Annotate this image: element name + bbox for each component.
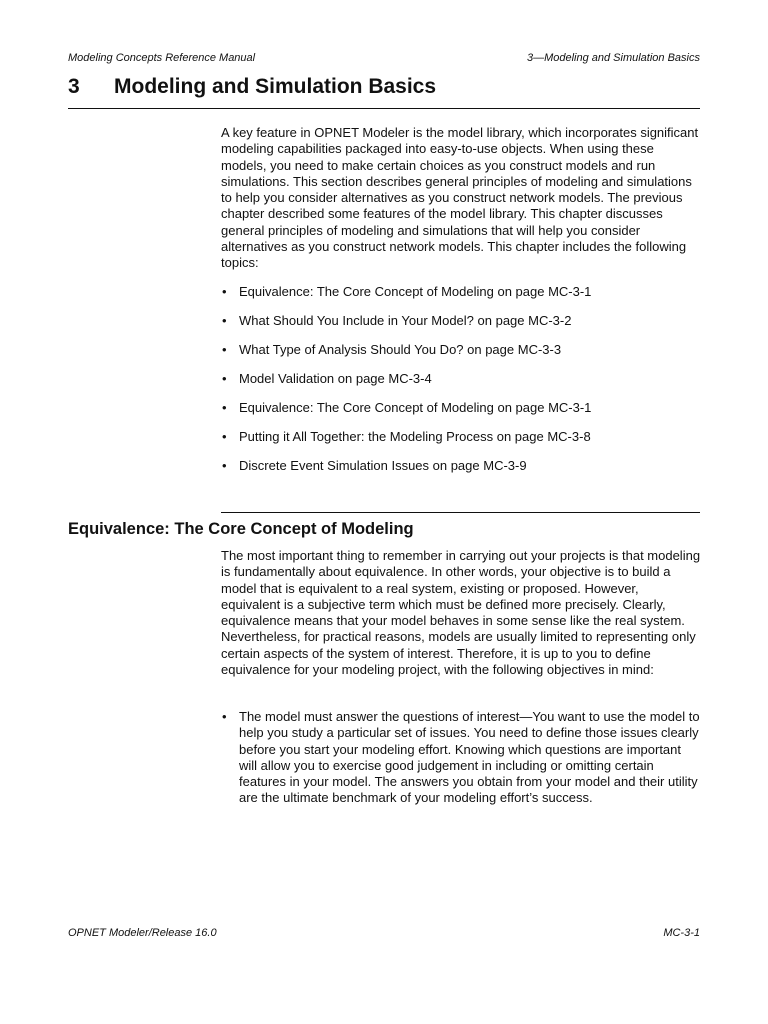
topic-item[interactable] [221,400,701,429]
page-number: MC-3-1 [663,927,700,939]
section-heading: Equivalence: The Core Concept of Modeling [68,520,414,538]
topic-item-label: Putting it All Together: the Modeling Process on page MC-3-8 [239,429,591,444]
bullet-icon: • [222,458,227,473]
running-footer [68,927,700,943]
topic-item[interactable] [221,458,701,487]
topic-item-label: Equivalence: The Core Concept of Modeling on page MC-3-1 [239,284,592,299]
topic-item-label: Discrete Event Simulation Issues on page MC-3-9 [239,458,527,473]
chapter-title-text: Modeling and Simulation Basics [114,75,437,98]
bullet-icon: • [222,400,227,415]
topic-item[interactable] [221,284,701,313]
topic-item-label: Equivalence: The Core Concept of Modeling on page MC-3-1 [239,400,592,415]
topic-item-label: Model Validation on page MC-3-4 [239,371,432,386]
topic-item-label: What Should You Include in Your Model? on page MC-3-2 [239,313,572,328]
section-divider [221,512,700,513]
header-chapter-title: 3—Modeling and Simulation Basics [526,52,700,64]
header-manual-title: Modeling Concepts Reference Manual [68,52,256,64]
topic-item[interactable] [221,429,701,458]
running-header [68,52,700,68]
section-paragraph: The most important thing to remember in carrying out your projects is that modeling is fundamentally about equivalence. In other words, your objective is to build a model that is equivalent to a real system, existing or proposed. However, equivalent is a subjective term which must be defined more precisely. Clearly, equivalence means that your model behaves in some sense like the real system. Nevertheless, for practical reasons, models are usually limited to representing only certain aspects of the system of interest. Therefore, it is up to you to define equivalence for your modeling project, with the following objectives in mind: [221,548,701,678]
topic-item-label: What Type of Analysis Should You Do? on page MC-3-3 [239,342,562,357]
topic-item[interactable] [221,342,701,371]
bullet-icon: • [222,342,227,357]
chapter-number: 3 [68,75,80,98]
footer-release: OPNET Modeler/Release 16.0 [68,927,217,939]
intro-paragraph: A key feature in OPNET Modeler is the model library, which incorporates significant modeling capabilities packaged into easy-to-use objects. When using these models, you need to make certain choices as you construct models and run simulations. This section describes general principles of modeling and simulations to help you consider alternatives as you construct network models. The previous chapter described some features of the model library. This chapter discusses general principles of modeling and simulations that will help you consider alternatives as you construct network models. This chapter includes the following topics: [221,125,699,271]
objective-item [221,709,701,807]
objective-list [221,709,701,807]
section-body [221,548,701,678]
bullet-icon: • [222,429,227,444]
bullet-icon: • [222,313,227,328]
topic-list [221,284,701,487]
topic-item[interactable] [221,371,701,400]
intro-section [221,125,701,272]
objective-item-text: The model must answer the questions of interest—You want to use the model to help you study a particular set of issues. You need to define those issues clearly before you start your modeling effort. Knowing which questions are important will allow you to exercise good judgement in including or omitting certain features in your model. The answers you obtain from your model and their utility are the ultimate benchmark of your modeling effort’s success. [239,709,700,806]
topic-item[interactable] [221,313,701,342]
chapter-title-divider [68,108,700,109]
bullet-icon: • [222,284,227,299]
bullet-icon: • [222,371,227,386]
bullet-icon: • [222,709,227,724]
